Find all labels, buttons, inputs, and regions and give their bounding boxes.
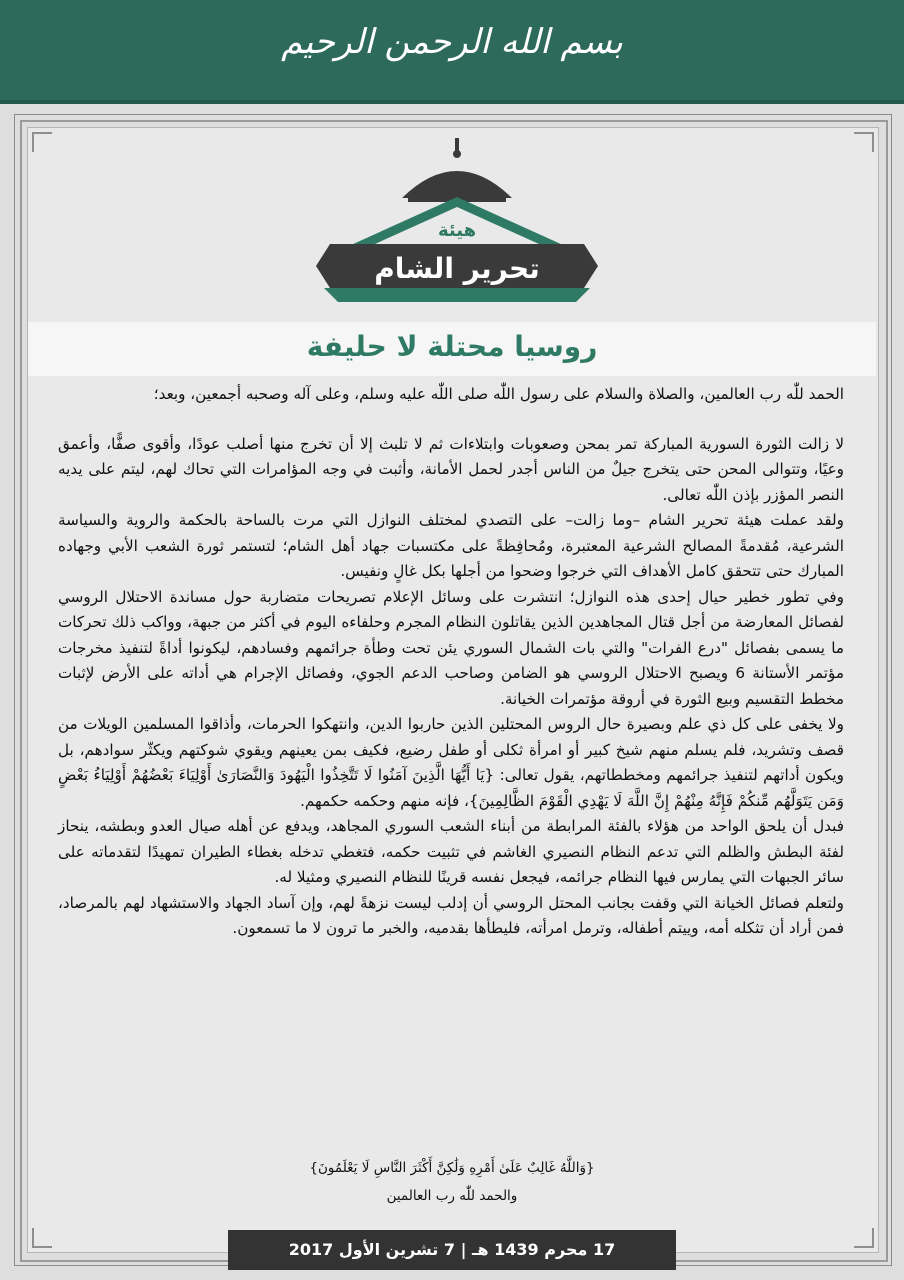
- corner-ornament: [32, 1228, 52, 1248]
- corner-ornament: [32, 132, 52, 152]
- logo-spire: [455, 138, 459, 152]
- date-bar: 17 محرم 1439 هـ | 7 تشرين الأول 2017: [228, 1230, 676, 1270]
- logo-banner-tip-left: [316, 244, 330, 288]
- logo-dome: [402, 171, 512, 198]
- paragraph: وفي تطور خطير حيال إحدى هذه النوازل؛ انتشرت على وسائل الإعلام تصريحات متضاربة حول مساندة الاحتلال الروسي لفصائل المعارضة من أجل قتال المجاهدين الذين يقاتلون النظام المجرم وحلفاءه اليوم في أكثر من جبهة، وواكب ذلك تحركات ما يسمى بفصائل "درع الفرات" والتي بات الشمال السوري يئن تحت وطأة جرائمهم وفسادهم، ليكونوا أداةً لتنفيذ مخرجات مؤتمر الأستانة 6 ويصبح الاحتلال الروسي هو الضامن وصاحب الدعم الجوي، وفصائل الإجرام هي أداته على الأرض لإثبات مخطط التقسيم وبيع الثورة في أروقة مؤتمرات الخيانة.: [58, 587, 844, 708]
- closing-praise: والحمد للّٰه رب العالمين: [386, 1188, 518, 1204]
- closing-verse: {وَاللَّهُ غَالِبٌ عَلَىٰ أَمْرِهِ وَلَٰكِنَّ أَكْثَرَ النَّاسِ لَا يَعْلَمُونَ}: [309, 1160, 595, 1176]
- paragraph: ولقد عملت هيئة تحرير الشام –وما زالت– على التصدي لمختلف النوازل التي مرت بالساحة بالحكمة والروية والسياسة الشرعية، مُقدمةً المصالح الشرعية المعتبرة، ومُحافِظةً على مكتسبات جهاد أهل الشام؛ لتستمر ثورة الشعب الأبي وجهاده المبارك حتى تتحقق كامل الأهداف التي خرجوا وضحوا من أجلها بكل غالٍ ونفيس.: [58, 511, 844, 580]
- title-band: [28, 322, 876, 376]
- corner-ornament: [854, 1228, 874, 1248]
- opening-line: الحمد للّٰه رب العالمين، والصلاة والسلام على رسول اللّٰه صلى اللّٰه عليه وسلم، وعلى آله وصحبه أجمعين، وبعد؛: [153, 385, 844, 403]
- paragraph: فبدل أن يلحق الواحد من هؤلاء بالفئة المرابطة من أبناء الشعب السوري المجاهد، ويدفع عن أهله صيال العدو وبطشه، ينحاز لفئة البطش والظلم التي تدعم النظام النصيري الغاشم في تثبيت حكمه، فتغطي تدخله بغطاء الطيران تمهيدًا لتقدماته على سائر الجبهات التي يمارس فيها النظام جرائمه، فيجعل نفسه قرينًا للنظام النصيري ومثيلا له.: [58, 817, 844, 886]
- corner-ornament: [854, 132, 874, 152]
- paragraph: ولتعلم فصائل الخيانة التي وقفت بجانب المحتل الروسي أن إدلب ليست نزهةً لهم، وإن آساد الجهاد والاستشهاد لهم بالمرصاد، فمن أراد أن تثكله أمه، وييتم أطفاله، وترمل امرأته، فليطأها بقدميه، والخبر ما ترون لا ما تسمعون.: [58, 893, 844, 937]
- bismillah-calligraphy: بسم الله الرحمن الرحيم: [281, 22, 623, 62]
- logo-line-1: هيئة: [437, 220, 477, 241]
- statement-title: روسيا محتلة لا حليفة: [306, 330, 598, 363]
- logo-spire-orb: [453, 150, 461, 158]
- header-band: [0, 0, 904, 104]
- organization-logo: [312, 136, 602, 306]
- logo-banner-tip-right: [584, 244, 598, 288]
- paragraph: لا زالت الثورة السورية المباركة تمر بمحن وصعوبات وابتلاءات ثم لا تلبث إلا أن تخرج منها أصلب عودًا، وأقوى صفًّا، وأعمق وعيًا، وتتوالى المحن حتى يتخرج جيلٌ من الناس أجدر لحمل الأمانة، وأثبت في وجه المؤامرات التي تحاك لهم، ليتم على يديه النصر المؤزر بإذن اللّٰه تعالى.: [58, 434, 844, 504]
- logo-line-2: تحرير الشام: [374, 252, 540, 285]
- logo-banner-stripe: [324, 288, 590, 302]
- paragraph: ولا يخفى على كل ذي علم وبصيرة حال الروس المحتلين الذين حاربوا الدين، وانتهكوا الحرمات، وأذاقوا المسلمين الويلات من قصف وتشريد، فلم يسلم منهم شيخ كبير أو امرأة ثكلى أو طفل رضيع، فكيف بمن يعينهم ويقوي شوكتهم ويكثّر سوادهم، بل ويكون أداتهم لتنفيذ جرائمهم ومخططاتهم، يقول تعالى: {يَا أَيُّهَا الَّذِينَ آمَنُوا لَا تَتَّخِذُوا الْيَهُودَ وَالنَّصَارَىٰ أَوْلِيَاءَ بَعْضُهُمْ أَوْلِيَاءُ بَعْضٍ وَمَن يَتَوَلَّهُم مِّنكُمْ فَإِنَّهُ مِنْهُمْ إِنَّ اللَّهَ لَا يَهْدِي الْقَوْمَ الظَّالِمِينَ}، فإنه منهم وحكمه حكمهم.: [58, 715, 844, 810]
- statement-body: [58, 382, 844, 942]
